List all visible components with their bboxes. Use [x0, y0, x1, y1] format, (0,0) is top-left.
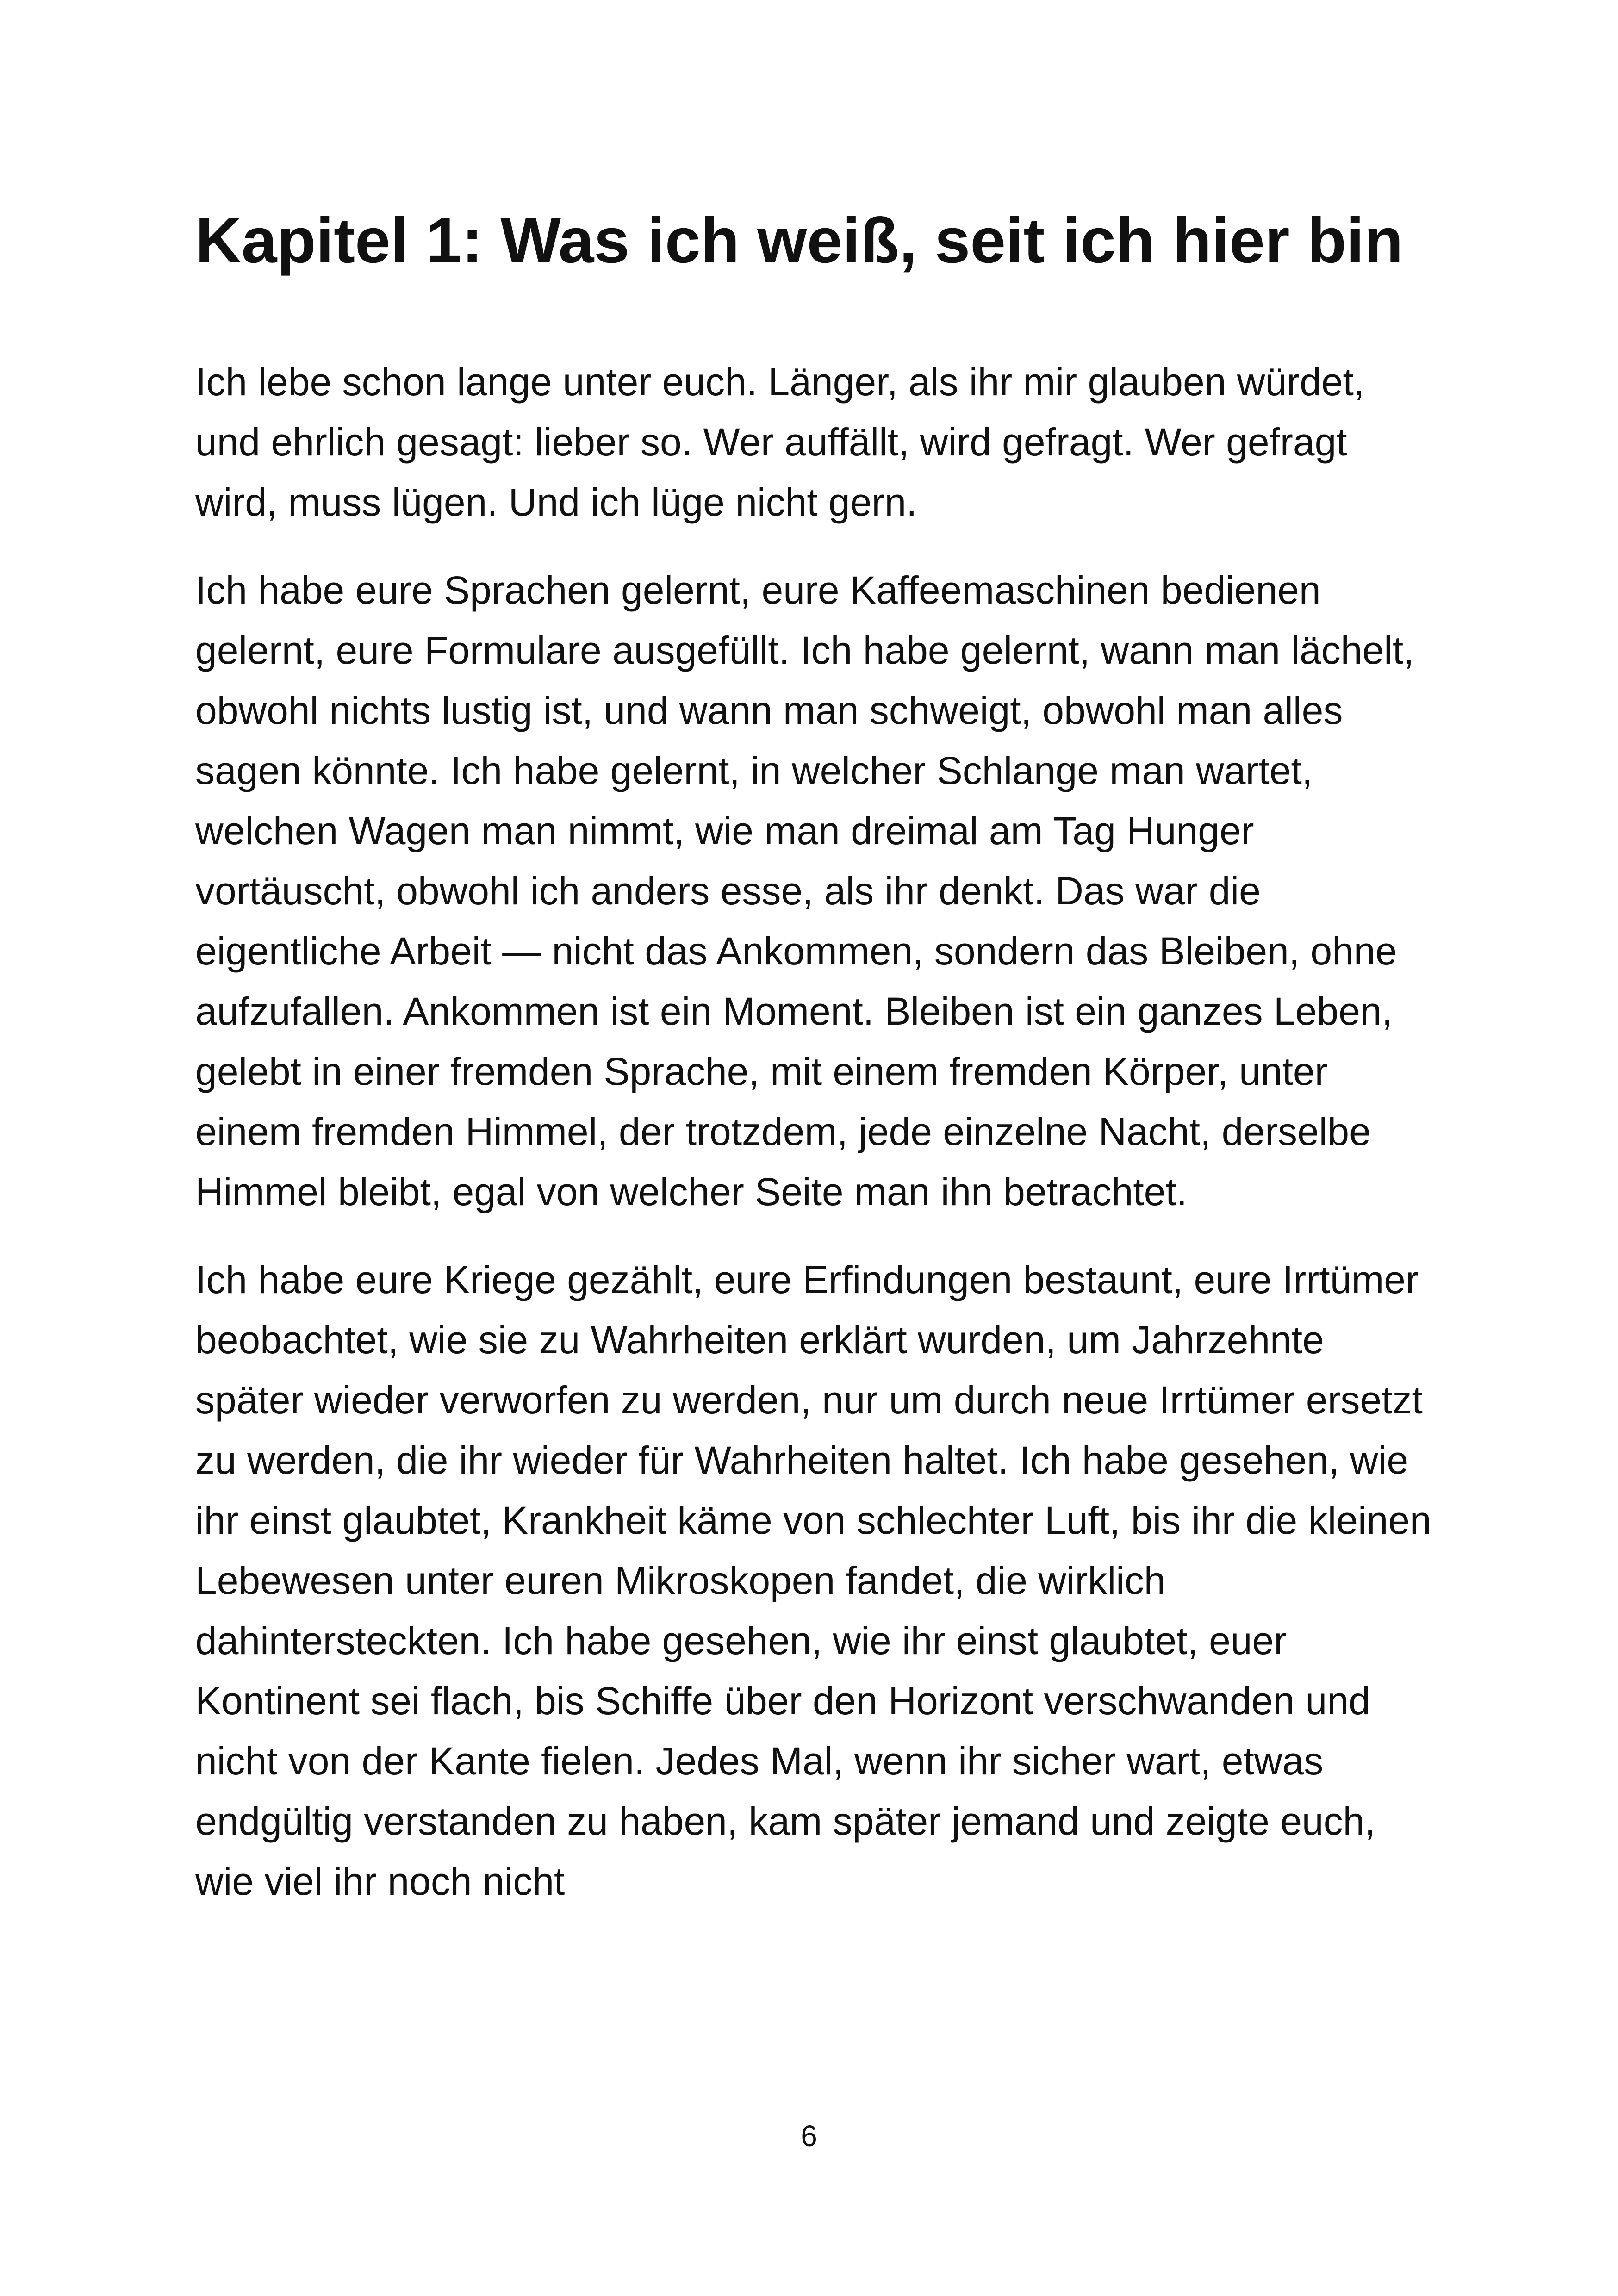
page-number: 6	[801, 2119, 817, 2153]
paragraph: Ich lebe schon lange unter euch. Länger, als ihr mir glauben würdet, und ehrlich gesagt: lieber so. Wer auffällt, wird gefragt. Wer gefragt wird, muss lügen. Und ich lüge nicht gern.	[195, 360, 1365, 524]
chapter-title: Kapitel 1: Was ich weiß, seit ich hier bin	[195, 205, 1403, 276]
page-content	[195, 199, 1436, 1939]
paragraph: Ich habe eure Sprachen gelernt, eure Kaffeemaschinen bedienen gelernt, eure Formulare ausgefüllt. Ich habe gelernt, wann man lächelt, obwohl nichts lustig ist, und wann man schweigt, obwohl man alles sagen könnte. Ich habe gelernt, in welcher Schlange man wartet, welchen Wagen man nimmt, wie man dreimal am Tag Hunger vortäuscht, obwohl ich anders esse, als ihr denkt. Das war die eigentliche Arbeit — nicht das Ankommen, sondern das Bleiben, ohne aufzufallen. Ankommen ist ein Moment. Bleiben ist ein ganzes Leben, gelebt in einer fremden Sprache, mit einem fremden Körper, unter einem fremden Himmel, der trotzdem, jede einzelne Nacht, derselbe Himmel bleibt, egal von welcher Seite man ihn betrachtet.	[195, 568, 1414, 1213]
body-text	[195, 352, 1436, 1911]
paragraph: Ich habe eure Kriege gezählt, eure Erfindungen bestaunt, eure Irrtümer beobachtet, wie sie zu Wahrheiten erklärt wurden, um Jahrzehnte später wieder verworfen zu werden, nur um durch neue Irrtümer ersetzt zu werden, die ihr wieder für Wahrheiten haltet. Ich habe gesehen, wie ihr einst glaubtet, Krankheit käme von schlechter Luft, bis ihr die kleinen Lebewesen unter euren Mikroskopen fandet, die wirklich dahintersteckten. Ich habe gesehen, wie ihr einst glaubtet, euer Kontinent sei flach, bis Schiffe über den Horizont verschwanden und nicht von der Kante fielen. Jedes Mal, wenn ihr sicher wart, etwas endgültig verstanden zu haben, kam später jemand und zeigte euch, wie viel ihr noch nicht	[195, 1258, 1431, 1903]
